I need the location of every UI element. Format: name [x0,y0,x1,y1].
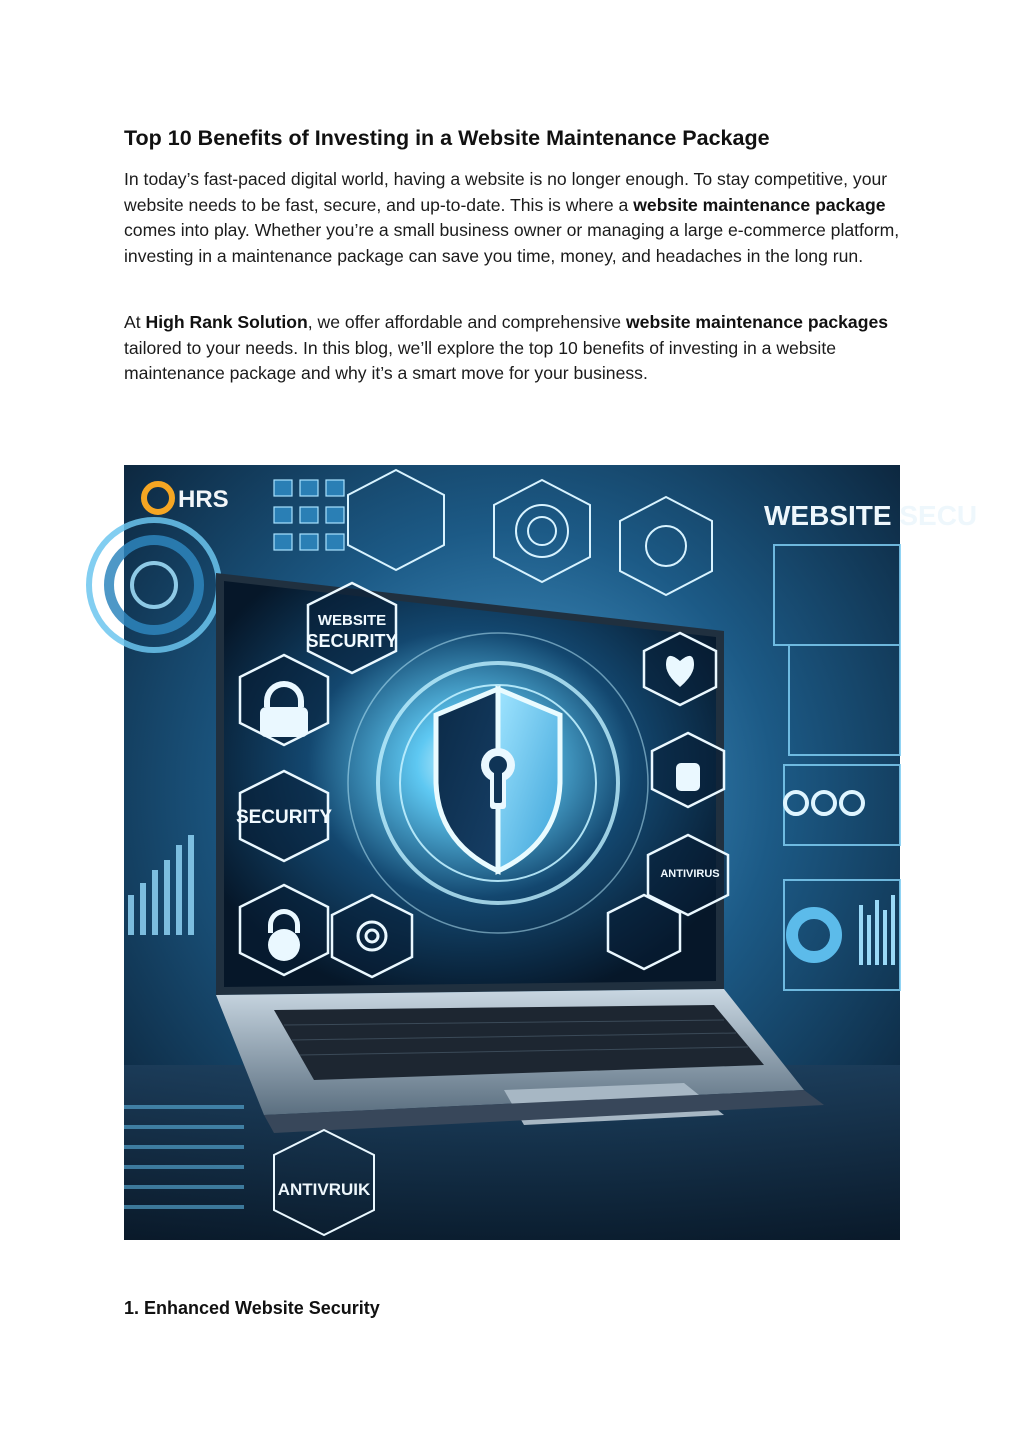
about-bold-company: High Rank Solution [145,312,308,332]
lock-small-icon [676,763,700,791]
about-text-3: tailored to your needs. In this blog, we’ll explore the top 10 benefits of investing in a website maintenance package and why it’s a smart move for your business. [124,337,836,383]
about-text-1: At [124,312,146,332]
intro-paragraph [124,167,914,269]
hex-label-security: SECURITY [235,807,333,828]
logo-text: HRS [178,486,229,513]
hex-label-security-top: SECURITY [306,631,398,651]
section-1-heading: 1. Enhanced Website Security [124,1298,380,1318]
about-paragraph [124,310,914,387]
hex-label-website: WEBSITE [317,612,387,629]
intro-bold-1: website maintenance package [633,194,886,215]
hex-label-antivruik: ANTIVRUIK [277,1180,371,1199]
hero-image [124,465,978,1240]
about-text-2: , we offer affordable and comprehensive [307,312,626,332]
hex-label-antivirus: ANTIVIRUS [660,868,720,880]
about-bold-packages: website maintenance packages [625,312,889,332]
icon-grid [274,480,344,550]
article-title: Top 10 Benefits of Investing in a Website Maintenance Package [124,126,770,150]
intro-text-2: comes into play. Whether you’re a small business owner or managing a large e-commerce platform, investing in a maintenance package can save you time, money, and headaches in the long run. [124,220,900,266]
banner-text: WEBSITE SECU [764,500,978,531]
hero-illustration [124,465,978,1240]
intro-text-1: In today’s fast-paced digital world, having a website is no longer enough. To stay competitive, your website needs to be fast, secure, and up-to-date. This is where a [124,169,888,215]
